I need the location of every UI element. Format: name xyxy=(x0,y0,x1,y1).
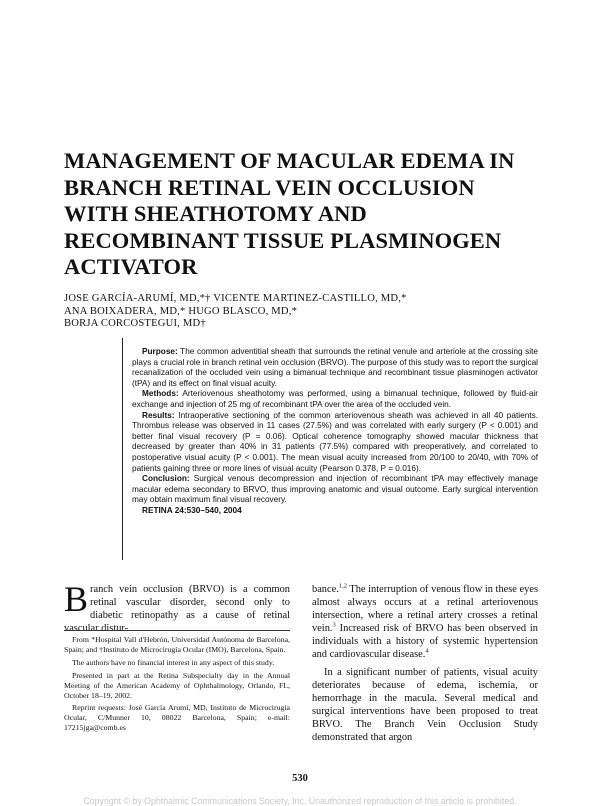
footnote-affiliation: From *Hospital Vall d'Hebrón, Universidad Autónoma de Barcelona, Spain; and †Instituto de Microcirugía Ocular (IMO), Barcelona, Spain. xyxy=(64,635,290,654)
citation-ref: 4 xyxy=(425,647,429,655)
conclusion-label: Conclusion: xyxy=(142,474,190,484)
conclusion-text: Surgical venous decompression and injection of recombinant tPA may effectively manage macular edema secondary to BRVO, thus improving anatomic and visual outcome. Early surgical intervention may obtain maximum final visual recovery. xyxy=(132,474,538,505)
results-label: Results: xyxy=(142,410,175,420)
journal-citation: RETINA 24:530–540, 2004 xyxy=(142,505,242,515)
title-line: MANAGEMENT OF MACULAR EDEMA IN xyxy=(64,148,515,173)
page-number: 530 xyxy=(292,773,308,784)
abstract-methods xyxy=(132,389,538,410)
citation-ref: 1,2 xyxy=(338,582,347,590)
author-line: ANA BOIXADERA, MD,* HUGO BLASCO, MD,* xyxy=(64,305,298,317)
intro-paragraph xyxy=(64,579,290,636)
footnote-reprint: Reprint requests: José García Arumí, MD, Instituto de Microcirugía Ocular, C/Munner 10, 08022 Barcelona, Spain; e-mail: 17215jga@comb.es xyxy=(64,703,290,733)
methods-text: Arteriovenous sheathotomy was performed, using a bimanual technique, followed by fluid-air exchange and injection of 25 mg of recombinant tPA over the area of the occluded vein. xyxy=(132,389,538,409)
body-text: The interruption of venous flow in these eyes almost always occurs at a retinal arteriovenous intersection, where a retinal artery crosses a retinal vein. xyxy=(312,584,538,634)
body-text: bance. xyxy=(312,584,339,595)
abstract-conclusion xyxy=(132,474,538,506)
abstract-results xyxy=(132,411,538,475)
author-line: BORJA CORCOSTEGUI, MD† xyxy=(64,318,206,330)
title-line: ACTIVATOR xyxy=(64,254,198,279)
citation-ref: 3 xyxy=(332,621,336,629)
body-paragraph xyxy=(312,584,538,661)
title-line: WITH SHEATHOTOMY AND xyxy=(64,201,367,226)
purpose-label: Purpose: xyxy=(142,347,178,356)
abstract-purpose xyxy=(132,347,538,389)
author-line: JOSE GARCÍA-ARUMÍ, MD,*† VICENTE MARTINEZ-CASTILLO, MD,* xyxy=(64,293,407,304)
body-column-left xyxy=(64,579,290,636)
footnotes xyxy=(64,630,290,736)
author-list xyxy=(64,293,534,331)
drop-cap: B xyxy=(64,579,89,619)
body-text: Increased risk of BRVO has been observed in individuals with a history of systemic hypertension and cardiovascular disease. xyxy=(312,622,538,660)
copyright-notice: Copyright © by Ophthalmic Communications Society, Inc. Unauthorized reproduction of this article is prohibited. xyxy=(83,796,517,806)
title-line: RECOMBINANT TISSUE PLASMINOGEN xyxy=(64,227,502,253)
purpose-text: The common adventitial sheath that surrounds the retinal venule and arteriole at the crossing site plays a crucial role in branch retinal vein occlusion (BRVO). The purpose of this study was to report the surgical recanalization of the occluded vein using a bimanual technique and recombinant tissue plasminogen activator (tPA) and its effect on final visual acuity. xyxy=(132,347,538,388)
article-title xyxy=(64,148,544,281)
intro-text: ranch vein occlusion (BRVO) is a common retinal vascular disorder, second only to diabetic retinopathy as a cause of retinal vascular distur- xyxy=(64,584,290,634)
footnote-disclosure: The authors have no financial interest in any aspect of this study. xyxy=(72,657,275,667)
title-line: BRANCH RETINAL VEIN OCCLUSION xyxy=(64,174,475,200)
footnote-presented: Presented in part at the Retina Subspecialty day in the Annual Meeting of the American Academy of Ophthalmology, Orlando, FL, October 18–19, 2002. xyxy=(64,670,290,700)
body-column-right xyxy=(312,584,538,745)
results-text: Intraoperative sectioning of the common arteriovenous sheath was achieved in all 40 patients. Thrombus release was observed in 11 cases (27.5%) and was correlated with early surgery (P < 0.001) and better final visual recovery (P = 0.06). Optical coherence tomography showed macular thickness that decreased by greater than 40% in 31 patients (77.5%) compared with preoperatively, and correlated to postoperative visual acuity (P < 0.001). The mean visual acuity increased from 20/100 to 20/40, with 70% of patients gaining three or more lines of visual acuity (Pearson 0.378, P = 0.016). xyxy=(132,410,538,473)
methods-label: Methods: xyxy=(142,389,179,399)
body-paragraph: In a significant number of patients, visual acuity deteriorates because of edema, ischemia, or hemorrhage in the macula. Several medical and surgical interventions have been proposed to treat BRVO. The Branch Vein Occlusion Study demonstrated that argon xyxy=(312,667,538,743)
abstract xyxy=(122,338,538,560)
